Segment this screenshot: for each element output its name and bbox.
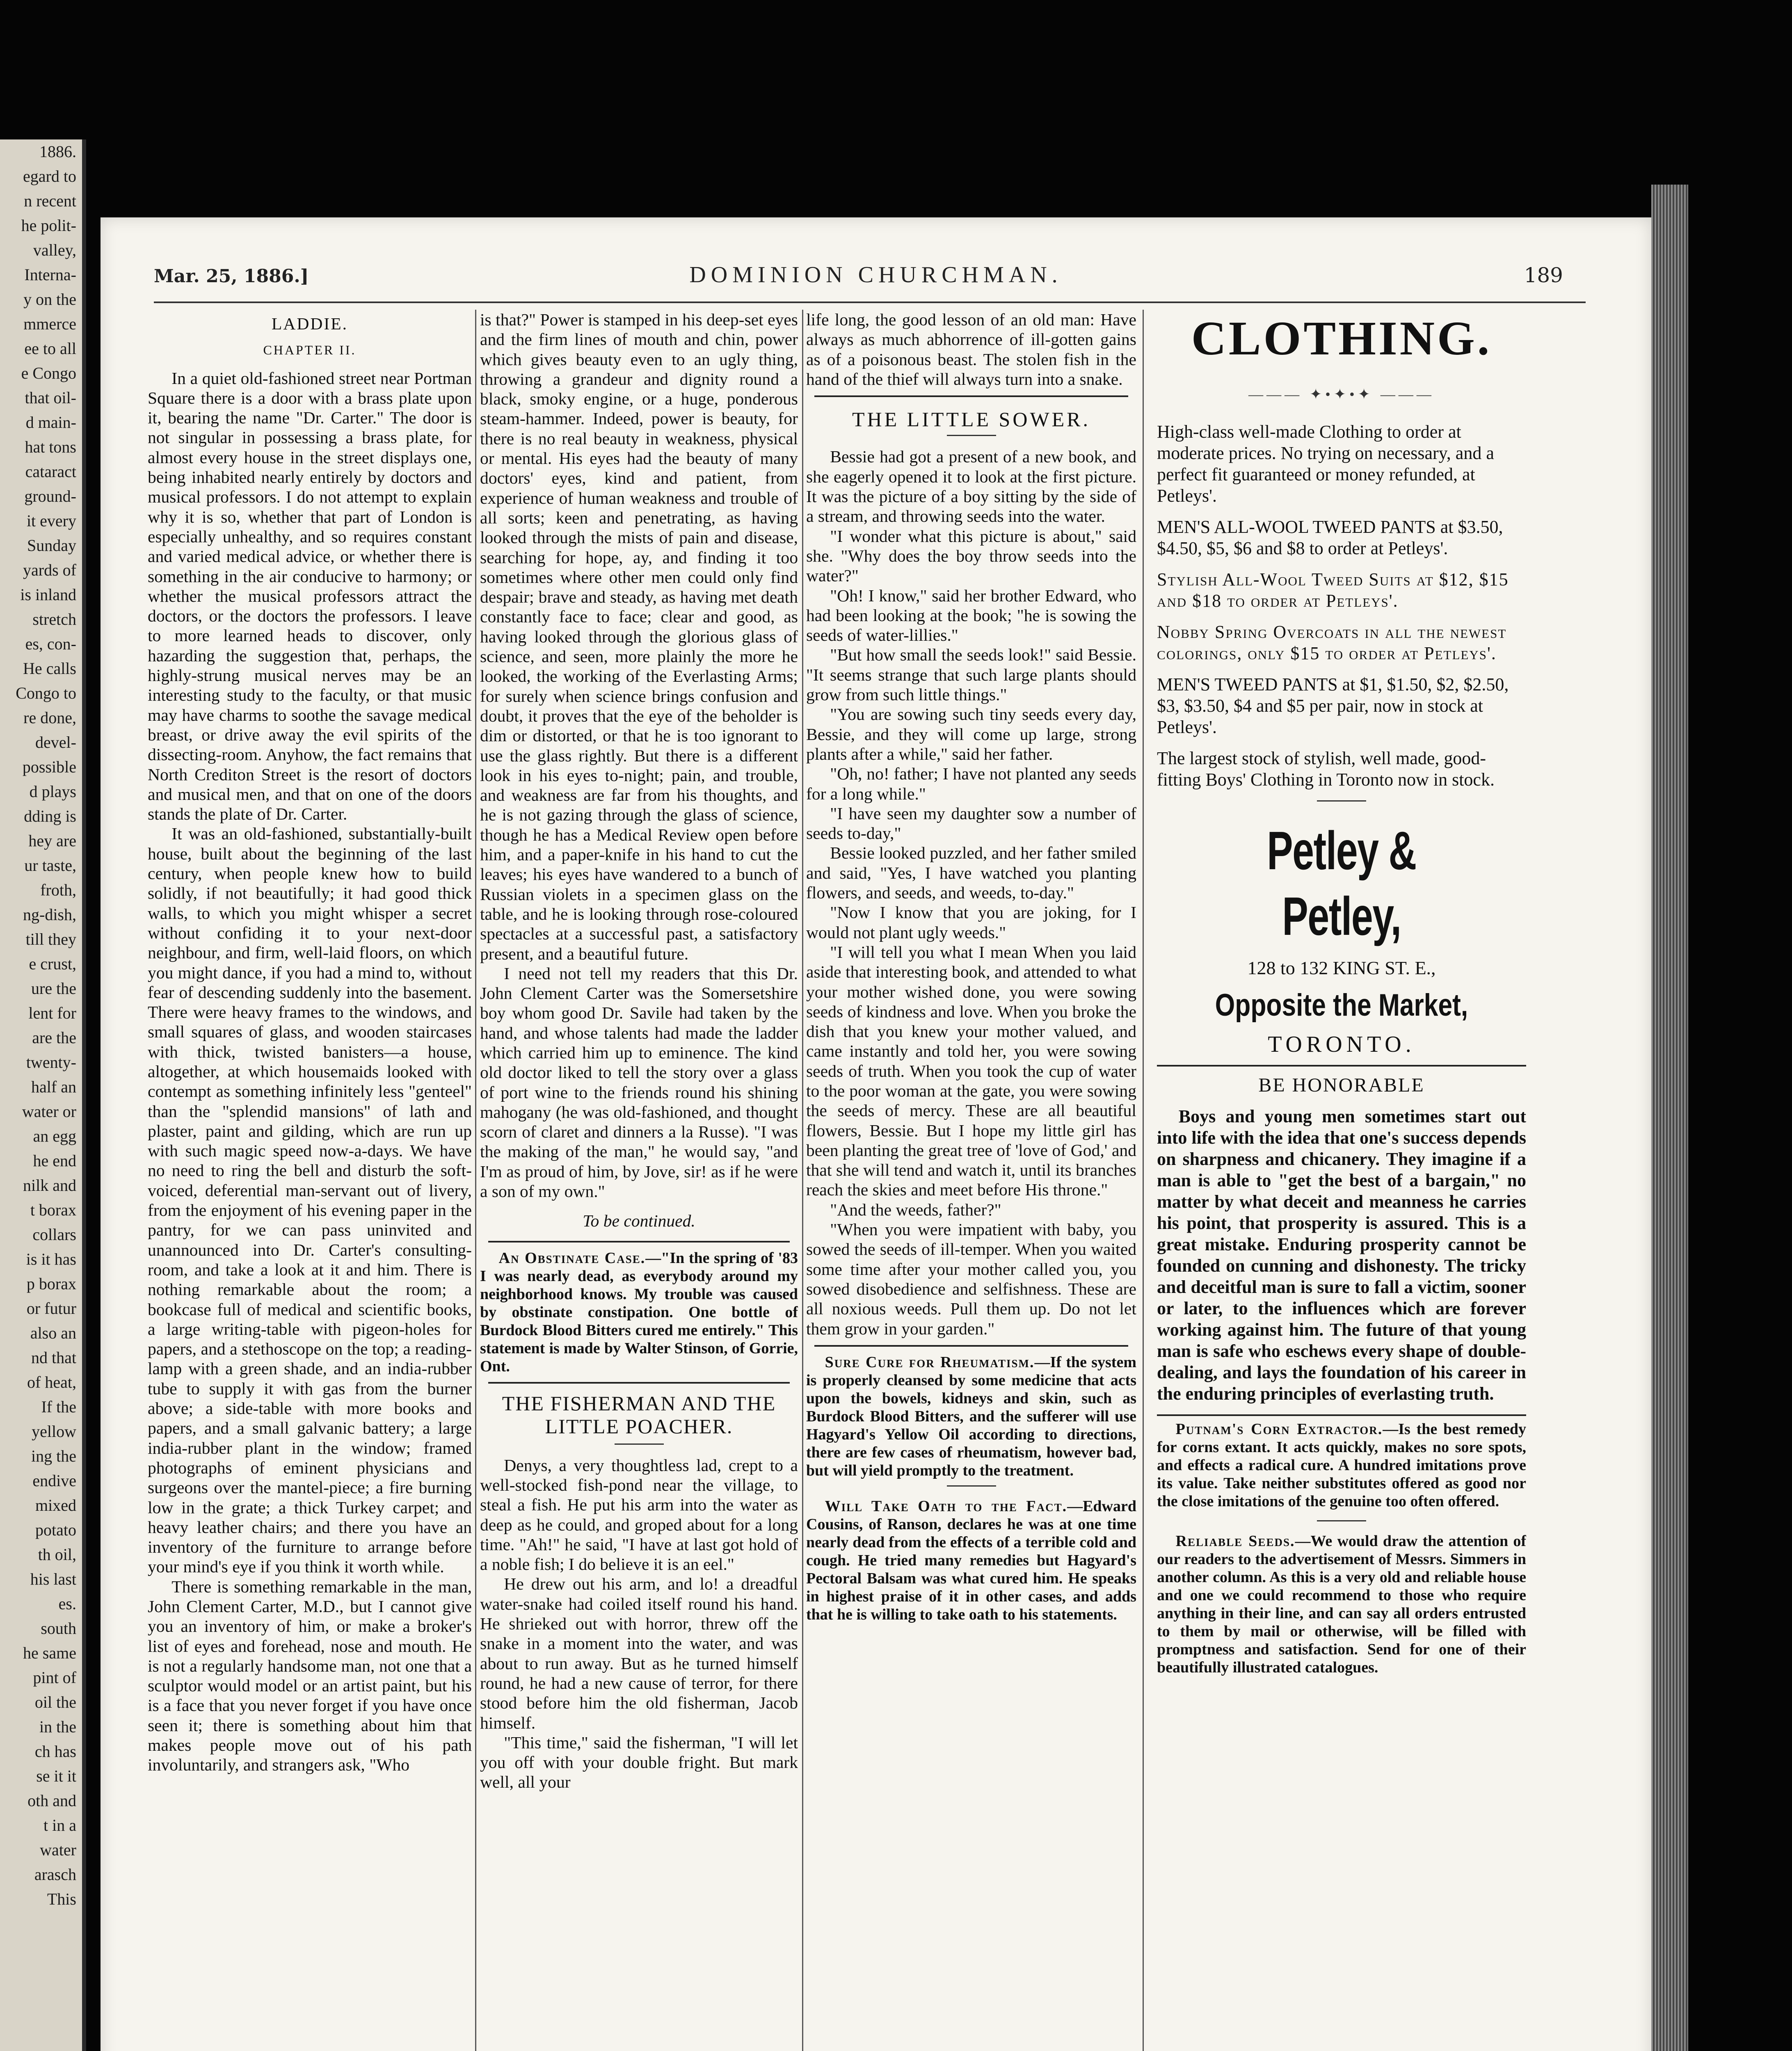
clothing-headline: CLOTHING. — [1191, 311, 1492, 365]
adjacent-page-text: mmerce — [23, 315, 76, 333]
section-rule — [1157, 1065, 1526, 1067]
adjacent-page-text: lent for — [28, 1004, 76, 1022]
adjacent-page-text: oth and — [27, 1791, 76, 1810]
adjacent-page-text: in the — [39, 1718, 76, 1736]
adjacent-page-text: oil the — [34, 1693, 76, 1711]
ad-line: The largest stock of stylish, well made, good-fitting Boys' Clothing in Toronto now in stock. — [1157, 748, 1495, 790]
sower-paragraph: Bessie looked puzzled, and her father smiled and said, "Yes, I have watched you planting flowers, and seeds, and weeds, to-day." — [806, 843, 1136, 902]
adjacent-page-text: froth, — [40, 881, 76, 899]
adjacent-page-text: ing the — [31, 1447, 76, 1465]
laddie-paragraph: I need not tell my readers that this Dr. John Clement Carter was the Somersetshire boy whom good Dr. Savile had taken by the hand, and whose talents had made the ladder which carried him up to eminence. The kind old doctor liked to tell the story over a glass of port wine to the friends round his shining mahogany (he was old-fashioned, and thought scorn of claret and dinners a la Russe). "I was the making of the man," he would say, "and I'm as proud of him, by Jove, sir! as if he were a son of my own." — [480, 964, 798, 1201]
firm-name: Petley & Petley, — [1267, 820, 1416, 946]
ad-line: MEN'S TWEED PANTS at $1, $1.50, $2, $2.50, $3, $3.50, $4 and $5 per pair, now in stock at Petleys'. — [1157, 674, 1509, 737]
page-edge-stack — [1651, 185, 1688, 2051]
sower-paragraph: "And the weeds, father?" — [830, 1200, 1001, 1219]
adjacent-page-text: Interna- — [24, 265, 76, 284]
adjacent-page-text: ground- — [24, 487, 76, 505]
notice-obstinate-case — [480, 1249, 798, 1375]
adjacent-page-text: hat tons — [25, 438, 76, 456]
notice-text: —"In the spring of '83 I was nearly dead, as everybody around my neighborhood knows. My trouble was caused by obstinate constipation. One bottle of Burdock Blood Bitters cured me entirely." This statement is made by Walter Stinson, of Gorrie, Ont. — [480, 1249, 798, 1375]
adjacent-page-text: potato — [35, 1521, 76, 1539]
fisherman-paragraph: Denys, a very thoughtless lad, crept to a well-stocked fish-pond near the village, to steal a fish. He put his arm into the water as deep as he could, and groped about for a long time. "Ah!" he said, "I have at last got hold of a noble fish; I do believe it is an eel." — [480, 1455, 798, 1574]
adjacent-page-text: egard to — [23, 167, 76, 185]
adjacent-page-text: ur taste, — [24, 856, 76, 875]
adjacent-page-text: valley, — [33, 241, 76, 259]
adjacent-page-text: nd that — [31, 1348, 76, 1367]
adjacent-page-text: water — [40, 1841, 76, 1859]
section-rule — [1157, 1414, 1526, 1416]
sower-paragraph: "You are sowing such tiny seeds every day, Bessie, and they will come up large, strong plants after a while," said her father. — [806, 705, 1136, 763]
story-title-little-sower: THE LITTLE SOWER. — [852, 408, 1091, 431]
notice-putnam — [1157, 1420, 1526, 1510]
adjacent-page-text: mixed — [35, 1496, 76, 1514]
adjacent-page-text: d main- — [25, 413, 76, 432]
page-number: 189 — [1524, 263, 1563, 287]
section-rule — [488, 1382, 790, 1384]
laddie-paragraph: In a quiet old-fashioned street near Portman Square there is a door with a brass plate upon it, bearing the name "Dr. Carter." The door is not singular in possessing a brass plate, for almost every house in the street displays one, being inhabited nearly entirely by doctors and musical professors. I do not attempt to explain why it is so, whether that part of London is especially unhealthy, and so requires constant and varied medical advice, or whether there is something in the air conducive to harmony; or whether the musical professors attract the doctors, or the doctors the professors. I leave to more learned heads to discover, only hazarding the suggestion that, perhaps, the highly-strung musical nerves may be an interesting study to the faculty, or that music may have charms to soothe the savage medical breast, or drive away the evil spirits of the dissecting-room. Anyhow, the fact remains that North Crediton Street is the resort of doctors and musical men, and that on one of the doors stands the plate of Dr. Carter. — [148, 368, 472, 824]
laddie-paragraph: It was an old-fashioned, substantially-built house, built about the beginning of the last century, when people knew how to build solidly, if not beautifully; it had good thick walls, to which you might whisper a secret without confiding it to your next-door neighbour, and firm, well-laid floors, on which you might dance, if you had a mind to, without fear of descending suddenly into the basement. There were heavy frames to the windows, and small squares of glass, and wooden staircases with thick, twisted banisters—a house, altogether, at which housemaids looked with contempt as something infinitely less "genteel" than the "splendid mansions" of lath and plaster, paint and gilding, which are run up with such magic speed now-a-days. We have no need to ring the bell and disturb the soft-voiced, deferential man-servant out of livery, from the enjoyment of his evening paper in the pantry, for we can pass uninvited and unannounced into Dr. Carter's consulting-room, and take a look at it and him. There is nothing remarkable about the room; a bookcase full of medical and scientific books, a large writing-table with pigeon-holes for papers, and a stethoscope on the top; a reading-lamp with a green shade, and an india-rubber tube to supply it with gas from the burner above; a side-table with more books and papers, and a small galvanic battery; a large india-rubber plant in the window; framed photographs of eminent physicians and surgeons over the mantel-piece; a fire burning low in the grate; a thick Turkey carpet; and heavy leather chairs; and there you have an inventory of the furniture to arrange before your mind's eye if you think it worth while. — [148, 824, 472, 1576]
header-rule — [154, 301, 1586, 303]
adjacent-page-text: possible — [22, 758, 76, 776]
notice-lead: Putnam's Corn Extractor. — [1175, 1421, 1383, 1438]
section-rule — [814, 395, 1128, 397]
adjacent-page-text: e crust, — [29, 955, 76, 973]
adjacent-page-text: yellow — [32, 1422, 76, 1441]
notice-rule — [947, 1485, 996, 1487]
sower-paragraph: "I wonder what this picture is about," said she. "Why does the boy throw seeds into the water?" — [806, 526, 1136, 585]
adjacent-page-text: or futur — [26, 1299, 76, 1318]
column-1 — [148, 310, 472, 2051]
chapter-heading: CHAPTER II. — [263, 343, 357, 358]
adjacent-page-text: endive — [32, 1471, 76, 1490]
adjacent-page-text: that oil- — [25, 388, 76, 407]
be-honorable-text: Boys and young men sometimes start out into life with the idea that one's success depends on sharpness and chicanery. They imagine if a man is able to "get the best of a bargain," no matter by what deceit and meanness he carries his point, that prosperity is assured. This is a great mistake. Enduring prosperity cannot be founded on cunning and dishonesty. The tricky and deceitful man is sure to fall a victim, sooner or later, to the influences which are forever working against him. The future of that young man is safe who eschews every shape of double-dealing, and lays the foundation of his career in the enduring principles of everlasting truth. — [1157, 1106, 1526, 1404]
section-rule — [814, 1345, 1128, 1347]
adjacent-page-text: twenty- — [26, 1053, 76, 1071]
sower-paragraph: "Now I know that you are joking, for I would not plant ugly weeds." — [806, 903, 1136, 942]
adjacent-page-text: e Congo — [21, 364, 76, 382]
adjacent-page-text: es, con- — [25, 635, 76, 653]
adjacent-page-text: his last — [30, 1570, 76, 1588]
laddie-paragraph: is that?" Power is stamped in his deep-set eyes and the firm lines of mouth and chin, power which gives beauty even to an ugly thing, throwing a grandeur and dignity round a black, smoky engine, or a huge, ponderous steam-hammer. Indeed, power is beauty, for there is no real beauty in weakness, physical or mental. His eyes had the beauty of many doctors' eyes, kind and patient, from experience of human weakness and trouble of all sorts; keen and penetrating, as having looked through the mists of pain and disease, searching for hope, ay, and finding it too sometimes where other men could only find despair; brave and steady, as having met death constantly face to face; clear and good, as having looked through the glorious glass of science, and seen, more plainly the more he looked, the working of the Everlasting Arms; for surely when science brings confusion and doubt, it proves that the eye of the beholder is dim or distorted, or that he is too ignorant to use the glass rightly. But there is a different look in his eyes to-night; pain, and trouble, and weakness are far from his thoughts, and he is not gazing through the glass of science, though he has a Medical Review open before him, and a paper-knife in his hand to cut the leaves; his eyes have wandered to a bunch of Russian violets in a specimen glass on the table, and he is looking through rose-coloured spectacles at a successful past, a satisfactory present, and a beautiful future. — [480, 310, 798, 963]
issue-date: Mar. 25, 1886.] — [154, 266, 309, 287]
be-honorable-title: BE HONORABLE — [1258, 1074, 1425, 1096]
notice-rule — [1317, 1520, 1366, 1521]
adjacent-page-text: 1886. — [39, 142, 76, 161]
page-header — [101, 262, 1651, 295]
adjacent-page-text: water or — [22, 1102, 76, 1121]
adjacent-page-text: y on the — [23, 290, 76, 308]
notice-text: —Edward Cousins, of Ranson, declares he was at one time nearly dead from the effects of a terrible cold and cough. He tried many remedies but Hagyard's Pectoral Balsam was what cured him. He speaks in highest praise of it in other cases, and adds that he is willing to take oath to his statements. — [806, 1497, 1136, 1623]
adjacent-page-text: es. — [58, 1594, 76, 1613]
city-name: TORONTO. — [1268, 1032, 1415, 1057]
notice-text: —If the system is properly cleansed by some medicine that acts upon the bowels, kidneys and skin, such as Burdock Blood Bitters, and the sufferer will use Hagyard's Yellow Oil according to directions, there are few cases of rheumatism, however bad, but will yield promptly to the treatment. — [806, 1353, 1136, 1479]
notice-lead: Will Take Oath to the Fact. — [825, 1497, 1067, 1515]
adjacent-page-text: Congo to — [16, 684, 76, 702]
adjacent-page-text: an egg — [33, 1127, 76, 1145]
adjacent-page-text: till they — [25, 930, 76, 948]
adjacent-page-text: is inland — [20, 585, 76, 604]
adjacent-page-text: p borax — [26, 1274, 76, 1293]
adjacent-page-text: yards of — [23, 561, 76, 579]
notice-lead: Sure Cure for Rheumatism. — [825, 1353, 1035, 1371]
column-2 — [480, 310, 798, 2051]
adjacent-page-text: nilk and — [23, 1176, 76, 1195]
title-rule — [615, 1443, 664, 1445]
adjacent-page-text: ng-dish, — [23, 905, 76, 924]
fisherman-paragraph: "This time," said the fisherman, "I will let you off with your double fright. But mark well, all your — [480, 1733, 798, 1792]
adjacent-page-text: half an — [31, 1078, 76, 1096]
adjacent-page-text: arasch — [34, 1865, 76, 1884]
adjacent-page-text: If the — [41, 1398, 76, 1416]
adjacent-page-text: re done, — [23, 708, 76, 727]
sower-paragraph: "I have seen my daughter sow a number of seeds to-day," — [806, 804, 1136, 843]
adjacent-page-text: collars — [32, 1225, 76, 1244]
adjacent-page-text: it every — [26, 512, 76, 530]
adjacent-page-text: ure the — [31, 979, 76, 998]
ad-rule — [1317, 800, 1366, 802]
adjacent-page-text: ee to all — [24, 339, 76, 358]
adjacent-page-text: dding is — [24, 807, 76, 825]
notice-lead: Reliable Seeds. — [1175, 1533, 1295, 1550]
notice-text: —We would draw the attention of our readers to the advertisement of Messrs. Simmers in another column. As this is a very old and reliable house and one we could recommend to those who require anything in their line, and can say all orders entrusted to them by mail or otherwise, will be filled with promptness and satisfaction. Send for one of their beautifully illustrated catalogues. — [1157, 1533, 1526, 1676]
fisherman-paragraph: life long, the good lesson of an old man: Have always as much abhorrence of ill-gotten gains as of a poisonous beast. The stolen fish in the hand of the thief will always turn into a snake. — [806, 310, 1136, 388]
adjacent-page-text: he end — [33, 1151, 76, 1170]
adjacent-page-text: is it has — [26, 1250, 76, 1268]
adjacent-page-text: are the — [32, 1028, 76, 1047]
adjacent-page-text: se it it — [36, 1767, 76, 1785]
adjacent-page-text: ch has — [34, 1742, 76, 1761]
adjacent-page-text: also an — [30, 1324, 76, 1342]
sower-paragraph: "Oh, no! father; I have not planted any seeds for a long while." — [806, 764, 1136, 803]
adjacent-page-text: n recent — [24, 192, 76, 210]
sower-paragraph: "But how small the seeds look!" said Bessie. "It seems strange that such large plants should grow from such little things." — [806, 645, 1136, 704]
column-rule — [1143, 310, 1144, 2051]
notice-oath — [806, 1497, 1136, 1624]
ad-line: Stylish All-Wool Tweed Suits at $12, $15 and $18 to order at Petleys'. — [1157, 569, 1509, 611]
adjacent-page-text: Sunday — [27, 536, 76, 555]
sower-paragraph: "Oh! I know," said her brother Edward, who had been looking at the book; "he is sowing the seeds of water-lillies." — [806, 586, 1136, 645]
notice-text: —Is the best remedy for corns extant. It acts quickly, makes no sore spots, and effects a radical cure. A hundred imitations prove its value. Take neither substitutes offered as good nor the close imitations of the genuine too often offered. — [1157, 1421, 1526, 1510]
column-4-advertisements — [1157, 310, 1526, 2051]
ad-line: MEN'S ALL-WOOL TWEED PANTS at $3.50, $4.50, $5, $6 and $8 to order at Petleys'. — [1157, 517, 1503, 558]
adjacent-page-text: he polit- — [21, 216, 76, 235]
adjacent-page-fragment — [0, 139, 86, 2051]
fisherman-paragraph: He drew out his arm, and lo! a dreadful water-snake had coiled itself round his hand. He shrieked out with horror, threw off the snake in a moment into the water, and was about to run away. But as he turned himself round, he had a new cause of terror, for there stood before him the old fisherman, Jacob himself. — [480, 1574, 798, 1732]
adjacent-page-text: south — [41, 1619, 76, 1638]
sower-paragraph: "When you were impatient with baby, you sowed the seeds of ill-temper. When you waited some time after your mother called you, you sowed disobedience and selfishness. These are all noxious weeds. Pull them up. Do not let them grow in your garden." — [806, 1220, 1136, 1338]
ad-line: Nobby Spring Overcoats in all the newest colorings, only $15 to order at Petleys'. — [1157, 622, 1507, 663]
column-rule — [475, 310, 476, 2051]
notice-lead: An Obstinate Case. — [498, 1249, 646, 1267]
laddie-paragraph: There is something remarkable in the man, John Clement Carter, M.D., but I cannot give you an inventory of him, or make a broker's list of eyes and forehead, nose and mouth. He is not a regularly handsome man, not one that a sculptor would model or an artist paint, but his is a face that you never forget if you have once seen it; there is something about him that makes people move out of his path involuntarily, and strangers ask, "Who — [148, 1577, 472, 1775]
to-be-continued: To be continued. — [583, 1211, 695, 1231]
column-rule — [802, 310, 803, 2051]
adjacent-page-text: He calls — [23, 659, 76, 678]
adjacent-page-text: hey are — [28, 831, 76, 850]
adjacent-page-text: th oil, — [38, 1545, 76, 1564]
adjacent-page-text: of heat, — [27, 1373, 76, 1391]
notice-rheumatism — [806, 1353, 1136, 1480]
adjacent-page-text: t in a — [43, 1816, 76, 1834]
ad-line: High-class well-made Clothing to order at moderate prices. No trying on necessary, and a perfect fit guaranteed or money refunded, at Petleys'. — [1157, 422, 1494, 506]
sower-paragraph: "I will tell you what I mean When you laid aside that interesting book, and attended to what your mother wished done, you were sowing seeds of kindness and love. When you broke the dish that you knew your mother valued, and came instantly and told her, you were sowing seeds of truth. When you took the cup of water to the poor woman at the gate, you were sowing the seeds of mercy. These are all beautiful flowers, Bessie. But I hope my little girl has been planting the great tree of 'love of God,' and that she will tend and watch it, until its branches reach the skies and meet before His throne." — [806, 942, 1136, 1199]
adjacent-page-text: pint of — [33, 1668, 76, 1687]
notice-seeds — [1157, 1532, 1526, 1676]
ornament-divider: ——— ✦•✦•✦ ——— — [1248, 386, 1435, 402]
story-title-laddie: LADDIE. — [271, 314, 348, 333]
adjacent-page-text: he same — [23, 1644, 76, 1662]
adjacent-page-text: This — [47, 1890, 76, 1908]
firm-address: 128 to 132 KING ST. E., — [1247, 957, 1436, 978]
adjacent-page-text: devel- — [35, 733, 76, 751]
adjacent-page-text: cataract — [25, 462, 76, 481]
adjacent-page-text: d plays — [29, 782, 76, 801]
story-title-fisherman: THE FISHERMAN AND THE LITTLE POACHER. — [502, 1391, 776, 1438]
masthead-title: DOMINION CHURCHMAN. — [689, 262, 1063, 288]
newspaper-page — [101, 217, 1651, 2051]
adjacent-page-text: stretch — [32, 610, 76, 628]
column-3 — [806, 310, 1136, 2051]
sower-paragraph: Bessie had got a present of a new book, and she eagerly opened it to look at the first picture. It was the picture of a boy sitting by the side of a stream, and throwing seeds into the water. — [806, 447, 1136, 526]
section-rule — [488, 1241, 790, 1242]
adjacent-page-text: t borax — [30, 1201, 76, 1219]
title-rule — [947, 435, 996, 436]
opposite-market: Opposite the Market, — [1215, 988, 1468, 1023]
